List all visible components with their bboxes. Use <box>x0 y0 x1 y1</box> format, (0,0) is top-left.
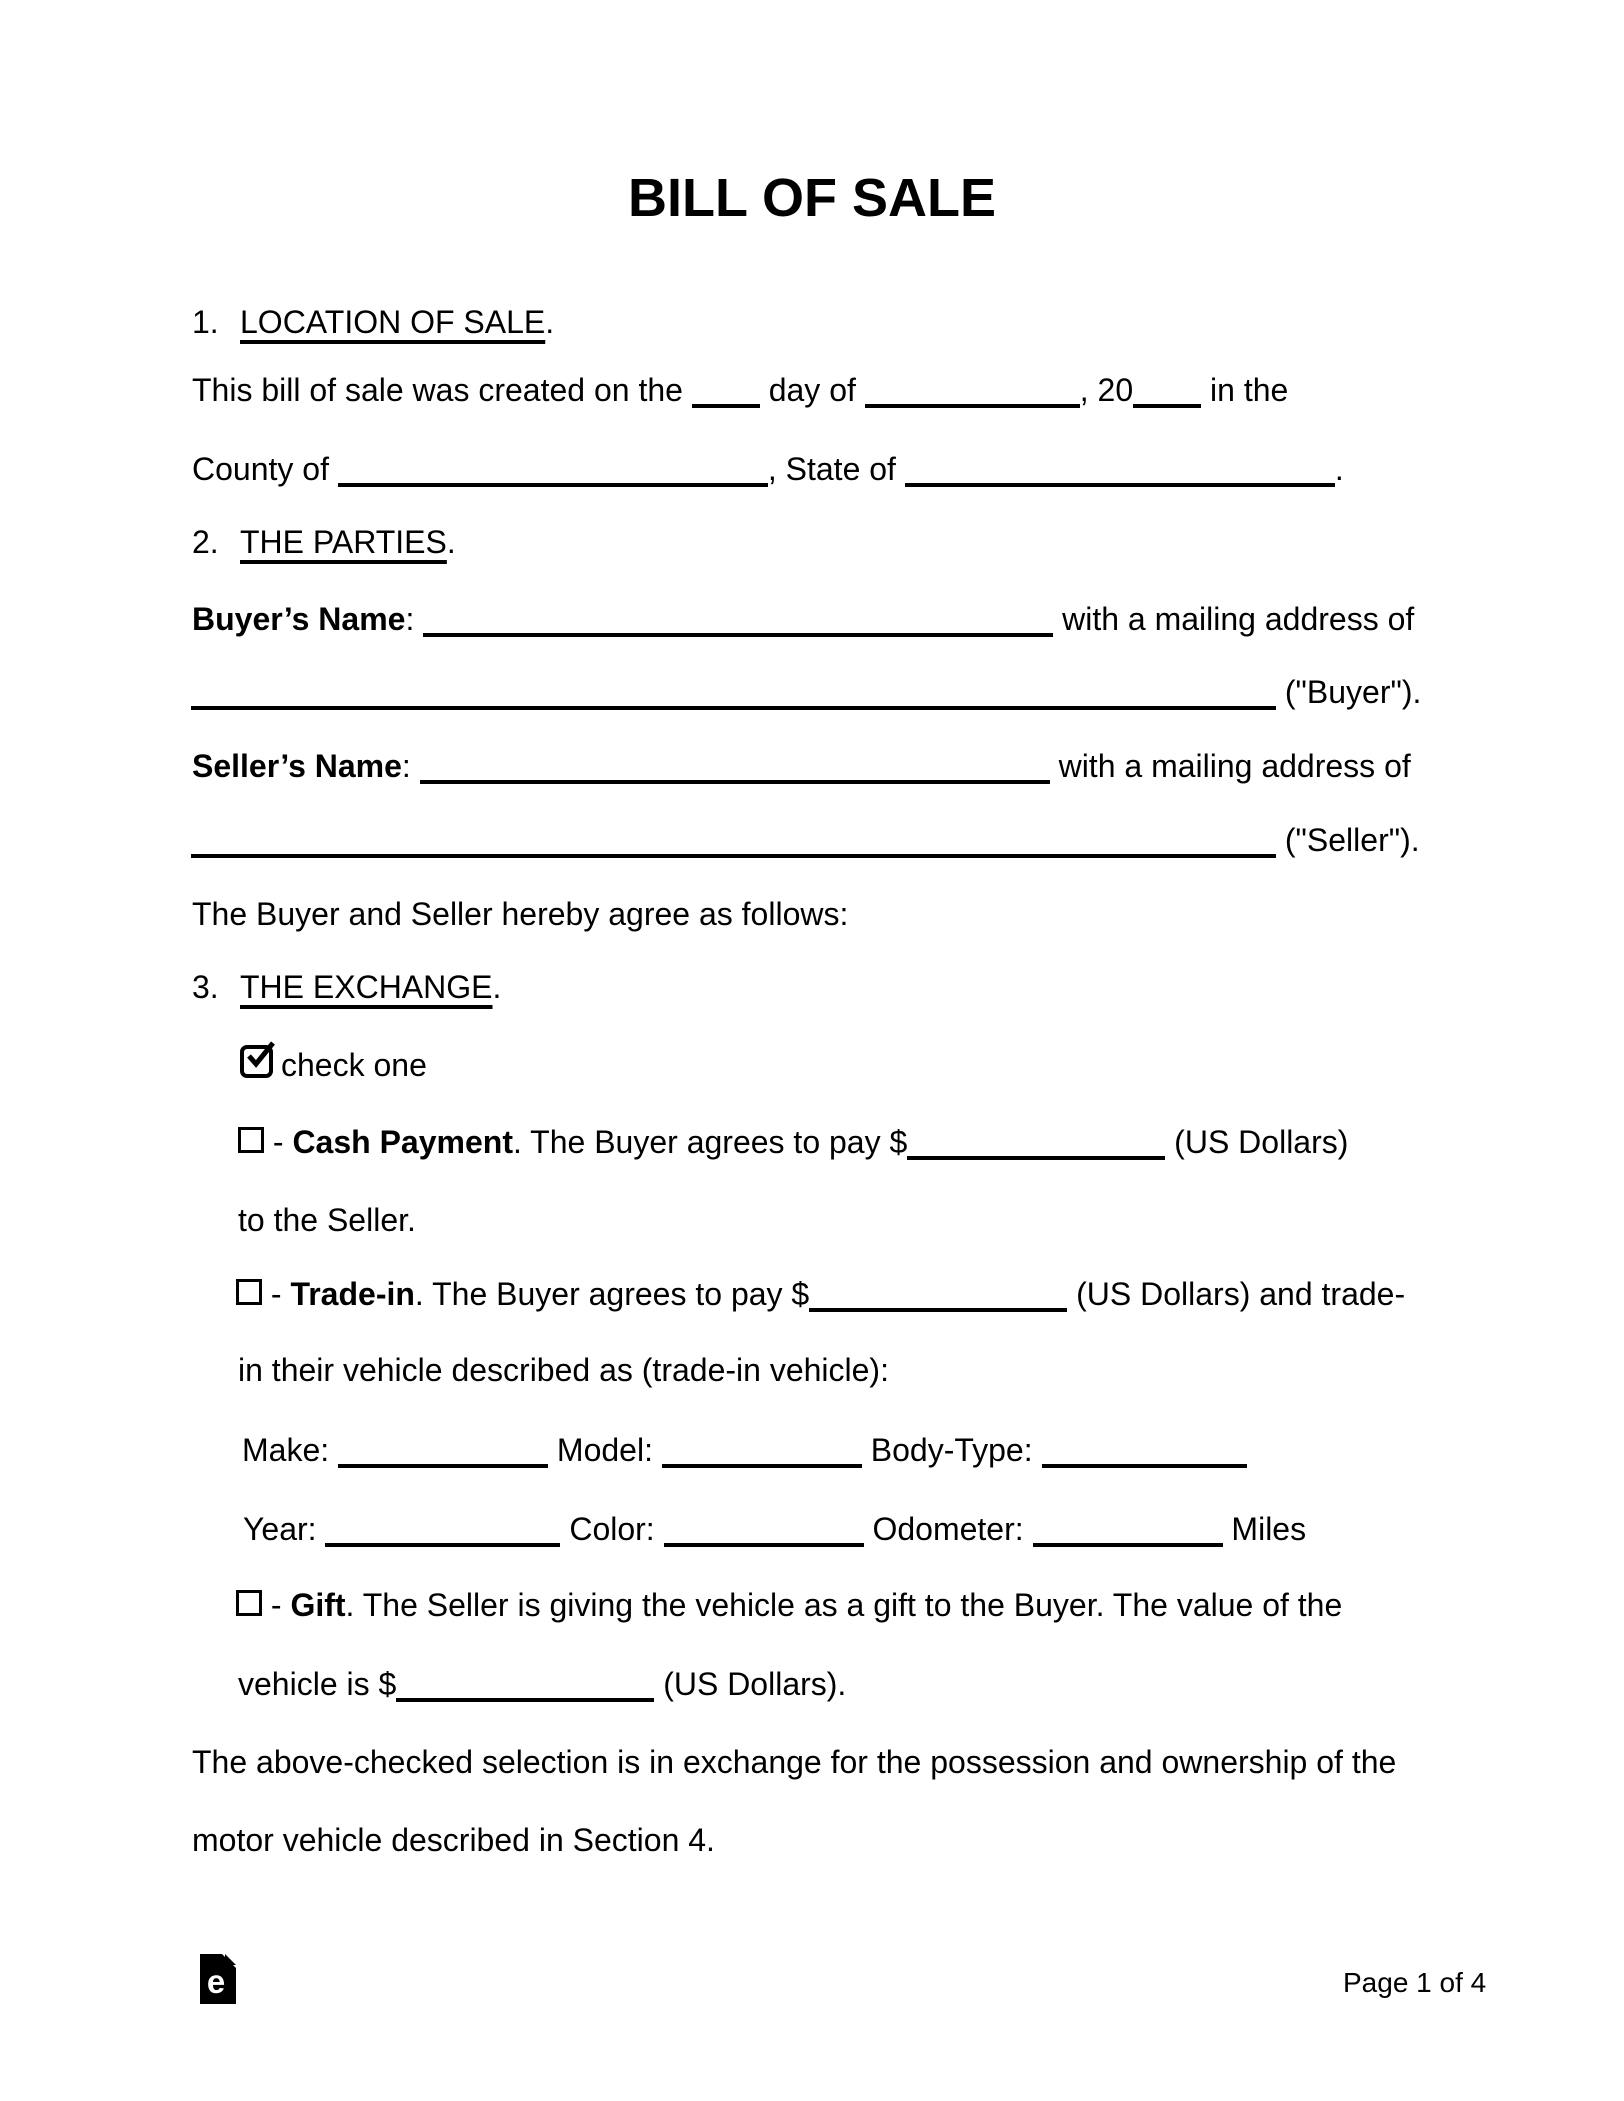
blank-seller-address[interactable] <box>191 852 1276 858</box>
seller-line-1 <box>192 744 1411 788</box>
blank-color[interactable] <box>664 1541 864 1547</box>
trade-in-text: . The Buyer agrees to pay $ <box>414 1276 810 1312</box>
gift-line <box>236 1583 1342 1627</box>
vehicle-line-2 <box>243 1507 1306 1551</box>
gift-dash: - <box>262 1587 291 1623</box>
trade-dash: - <box>262 1276 291 1312</box>
blank-vehicle-year[interactable] <box>325 1541 560 1547</box>
cash-payment-line <box>238 1120 1348 1164</box>
blank-state[interactable] <box>905 481 1335 487</box>
cash-us-dollars: (US Dollars) <box>1165 1124 1349 1160</box>
section-2-number: 2. <box>192 524 219 560</box>
blank-month[interactable] <box>865 402 1080 408</box>
buyer-line-2 <box>191 670 1421 714</box>
page-number-label: Page 1 of 4 <box>1343 1967 1487 1998</box>
checked-checkbox-icon[interactable] <box>240 1045 273 1078</box>
gift-value-label: vehicle is $ <box>238 1666 397 1702</box>
blank-trade-amount[interactable] <box>809 1306 1067 1312</box>
buyer-paren-text: ("Buyer"). <box>1276 674 1422 710</box>
check-one-line <box>240 1043 427 1087</box>
section-1-period: . <box>545 304 555 340</box>
checkbox-gift[interactable] <box>236 1590 262 1616</box>
seller-name-label: Seller’s Name <box>192 748 402 784</box>
agreement-line: The Buyer and Seller hereby agree as follows: <box>192 896 849 932</box>
cash-payment-label: Cash Payment <box>292 1124 513 1160</box>
blank-buyer-name[interactable] <box>423 631 1053 637</box>
blank-county[interactable] <box>338 481 768 487</box>
section-3-heading <box>192 965 501 1009</box>
section-2-title: THE PARTIES <box>240 524 447 560</box>
model-label: Model: <box>548 1432 662 1468</box>
checkbox-trade-in[interactable] <box>236 1279 262 1305</box>
body-type-label: Body-Type: <box>861 1432 1042 1468</box>
gift-continuation <box>238 1662 846 1706</box>
blank-seller-name[interactable] <box>420 778 1050 784</box>
location-line-2 <box>192 447 1344 491</box>
location-text-4: in the <box>1201 372 1289 408</box>
location-end-period: . <box>1334 451 1344 487</box>
section-3-number: 3. <box>192 969 219 1005</box>
trade-in-label: Trade-in <box>290 1276 415 1312</box>
section-2-heading <box>192 520 456 564</box>
cash-payment-text: . The Buyer agrees to pay $ <box>512 1124 908 1160</box>
section-2-period: . <box>446 524 456 560</box>
color-label: Color: <box>560 1511 664 1547</box>
gift-label: Gift <box>290 1587 346 1623</box>
blank-cash-amount[interactable] <box>907 1154 1165 1160</box>
section-3-period: . <box>492 969 502 1005</box>
section-1-title: LOCATION OF SALE <box>240 304 546 340</box>
seller-paren-text: ("Seller"). <box>1276 822 1420 858</box>
seller-mailing-text: with a mailing address of <box>1049 748 1411 784</box>
county-label: County of <box>192 451 338 487</box>
buyer-colon: : <box>405 601 424 637</box>
buyer-name-label: Buyer’s Name <box>192 601 406 637</box>
section-3-title: THE EXCHANGE <box>240 969 493 1005</box>
trade-in-continuation: in their vehicle described as (trade-in vehicle): <box>238 1352 889 1388</box>
page-title: BILL OF SALE <box>627 168 996 228</box>
blank-model[interactable] <box>662 1462 862 1468</box>
closing-line-2: motor vehicle described in Section 4. <box>192 1822 715 1858</box>
state-label: , State of <box>767 451 905 487</box>
gift-us-dollars: (US Dollars). <box>654 1666 847 1702</box>
buyer-line-1 <box>192 597 1414 641</box>
section-1-number: 1. <box>192 304 219 340</box>
gift-text: . The Seller is giving the vehicle as a gift to the Buyer. The value of the <box>345 1587 1343 1623</box>
eforms-logo-icon <box>200 1954 236 2009</box>
blank-body-type[interactable] <box>1042 1462 1247 1468</box>
closing-line-1: The above-checked selection is in exchange for the possession and ownership of the <box>192 1744 1397 1780</box>
miles-label: Miles <box>1222 1511 1307 1547</box>
vehicle-line-1 <box>242 1428 1247 1472</box>
make-label: Make: <box>242 1432 339 1468</box>
location-text-2: day of <box>759 372 865 408</box>
seller-line-2 <box>191 818 1420 862</box>
location-text-1: This bill of sale was created on the <box>192 372 692 408</box>
section-1-heading <box>192 300 554 344</box>
blank-year[interactable] <box>1133 402 1201 408</box>
year-label: Year: <box>243 1511 326 1547</box>
cash-payment-continuation: to the Seller. <box>238 1202 416 1238</box>
seller-colon: : <box>401 748 420 784</box>
location-text-3: , 20 <box>1079 372 1134 408</box>
blank-make[interactable] <box>338 1462 548 1468</box>
location-line-1 <box>192 368 1288 412</box>
checkbox-cash-payment[interactable] <box>238 1127 264 1153</box>
blank-odometer[interactable] <box>1033 1541 1223 1547</box>
trade-in-line <box>236 1272 1405 1316</box>
blank-gift-value[interactable] <box>396 1696 654 1702</box>
check-one-label: check one <box>281 1047 427 1083</box>
logo-letter: e <box>206 1963 226 2000</box>
cash-dash: - <box>264 1124 293 1160</box>
odometer-label: Odometer: <box>863 1511 1033 1547</box>
blank-buyer-address[interactable] <box>191 704 1276 710</box>
buyer-mailing-text: with a mailing address of <box>1053 601 1415 637</box>
blank-day[interactable] <box>692 402 760 408</box>
trade-us-dollars: (US Dollars) and trade- <box>1067 1276 1406 1312</box>
